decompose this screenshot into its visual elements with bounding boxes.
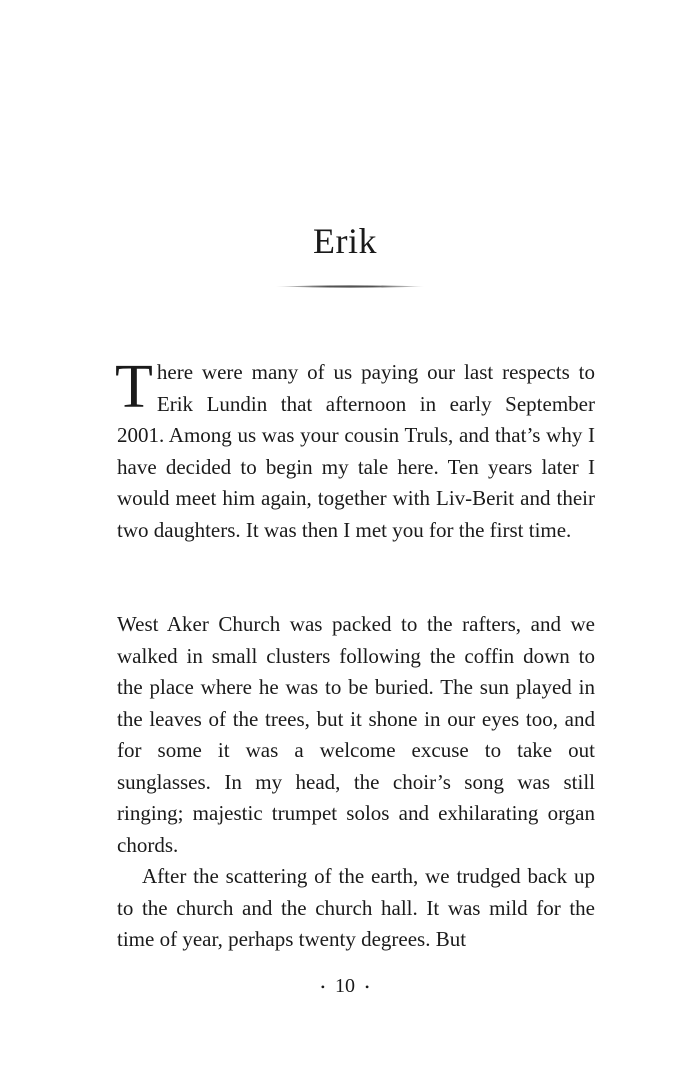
paragraph-2 (117, 609, 595, 861)
paragraph-3-text: After the scattering of the earth, we trudged back up to the church and the church hall. It was mild for the time of year, perhaps twenty degrees. But (117, 864, 595, 951)
page-number (0, 975, 690, 998)
paragraph-3 (117, 861, 595, 956)
chapter-title: Erik (313, 221, 377, 261)
page-number-dot-left: • (320, 979, 325, 994)
page-number-dot-right: • (365, 979, 370, 994)
paragraph-2-text: West Aker Church was packed to the rafters, and we walked in small clusters following the coffin down to the place where he was to be buried. The sun played in the leaves of the trees, but it shone in our eyes too, and for some it was a welcome excuse to take out sunglasses. In my head, the choir’s song was still ringing; majestic trumpet solos and exhilarating organ chords. (117, 612, 595, 857)
paragraph-1-text: here were many of us paying our last respects to Erik Lundin that afternoon in early September 2001. Among us was your cousin Truls, and that’s why I have decided to begin my tale here. Ten years later I would meet him again, together with Liv-Berit and their two daughters. It was then I met you for the first time. (117, 360, 595, 542)
ornamental-rule (276, 284, 424, 289)
page-number-value: 10 (335, 975, 355, 997)
paragraph-1 (115, 353, 595, 546)
drop-cap: T (115, 353, 153, 421)
